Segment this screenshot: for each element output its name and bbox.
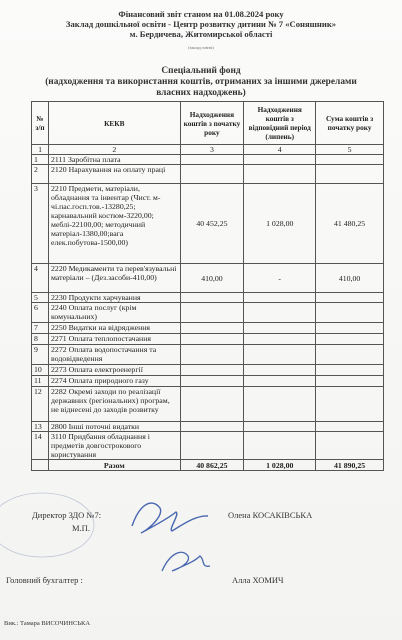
col-index: 3 bbox=[180, 145, 244, 155]
table-row bbox=[32, 264, 384, 293]
institution-note: (заклад освіти) bbox=[188, 45, 214, 50]
kekv-cell: 2800 Інші поточні видатки bbox=[49, 422, 181, 432]
period-amount bbox=[244, 334, 316, 345]
sum-amount bbox=[316, 422, 384, 432]
period-amount bbox=[244, 293, 316, 303]
period-amount: 1 028,00 bbox=[244, 184, 316, 264]
table-row bbox=[32, 365, 384, 376]
executor-line: Вик.: Тамара ВИСОЧИНСЬКА bbox=[4, 620, 91, 627]
col-index: 2 bbox=[49, 145, 181, 155]
row-number: 1 bbox=[32, 155, 49, 165]
table-row bbox=[32, 345, 384, 365]
row-number: 6 bbox=[32, 303, 49, 323]
sum-amount: 410,00 bbox=[316, 264, 384, 293]
sum-amount bbox=[316, 365, 384, 376]
kekv-cell: 2282 Окремі заходи по реалізації державних (регіональних) програм, не віднесені до заходів розвитку bbox=[49, 387, 181, 422]
row-number: 14 bbox=[32, 432, 49, 460]
row-number: 9 bbox=[32, 345, 49, 365]
table-row bbox=[32, 303, 384, 323]
start-amount bbox=[180, 365, 244, 376]
table-row bbox=[32, 184, 384, 264]
period-amount: - bbox=[244, 264, 316, 293]
fund-title: Спеціальний фонд bbox=[161, 66, 241, 76]
row-number: 5 bbox=[32, 293, 49, 303]
period-amount bbox=[244, 345, 316, 365]
sum-amount bbox=[316, 376, 384, 387]
row-number: 7 bbox=[32, 323, 49, 334]
accountant-label: Головний бухгалтер : bbox=[6, 575, 83, 585]
kekv-cell: 2120 Нарахування на оплату праці bbox=[49, 165, 181, 184]
start-amount bbox=[180, 432, 244, 460]
col-start-header: Надходження коштів з початку року bbox=[180, 102, 244, 145]
period-amount bbox=[244, 365, 316, 376]
start-amount bbox=[180, 293, 244, 303]
director-name: Олена КОСАКІВСЬКА bbox=[228, 510, 313, 520]
period-amount bbox=[244, 165, 316, 184]
col-num-header: № з/п bbox=[32, 102, 49, 145]
start-amount bbox=[180, 303, 244, 323]
total-start: 40 862,25 bbox=[180, 460, 244, 471]
table-row bbox=[32, 293, 384, 303]
sum-amount bbox=[316, 323, 384, 334]
start-amount bbox=[180, 323, 244, 334]
start-amount bbox=[180, 387, 244, 422]
row-number: 4 bbox=[32, 264, 49, 293]
col-sum-header: Сума коштів з початку року bbox=[316, 102, 384, 145]
stamp-mark: М.П. bbox=[72, 523, 90, 533]
row-number: 12 bbox=[32, 387, 49, 422]
fund-subtitle-1: (надходження та використання коштів, отриманих за іншими джерелами bbox=[45, 77, 357, 87]
period-amount bbox=[244, 387, 316, 422]
col-kekv-header: КЕКВ bbox=[49, 102, 181, 145]
start-amount: 410,00 bbox=[180, 264, 244, 293]
sum-amount bbox=[316, 303, 384, 323]
report-title: Фінансовий звіт станом на 01.08.2024 року bbox=[118, 9, 284, 19]
kekv-cell: 2111 Заробітна плата bbox=[49, 155, 181, 165]
start-amount: 40 452,25 bbox=[180, 184, 244, 264]
table-row bbox=[32, 334, 384, 345]
sum-amount bbox=[316, 293, 384, 303]
stamp-circle bbox=[0, 493, 94, 557]
start-amount bbox=[180, 376, 244, 387]
table-row bbox=[32, 323, 384, 334]
start-amount bbox=[180, 155, 244, 165]
row-number: 2 bbox=[32, 165, 49, 184]
kekv-cell: 2250 Видатки на відрядження bbox=[49, 323, 181, 334]
kekv-cell: 2240 Оплата послуг (крім комунальних) bbox=[49, 303, 181, 323]
table-row bbox=[32, 155, 384, 165]
col-index: 4 bbox=[244, 145, 316, 155]
director-signature bbox=[132, 503, 208, 533]
total-label: Разом bbox=[49, 460, 181, 471]
row-number: 8 bbox=[32, 334, 49, 345]
row-number: 11 bbox=[32, 376, 49, 387]
period-amount bbox=[244, 323, 316, 334]
signature-stamp-graphic bbox=[0, 478, 402, 578]
row-number: 3 bbox=[32, 184, 49, 264]
kekv-cell: 2274 Оплата природного газу bbox=[49, 376, 181, 387]
total-sum: 41 890,25 bbox=[316, 460, 384, 471]
table-row bbox=[32, 165, 384, 184]
period-amount bbox=[244, 376, 316, 387]
sum-amount bbox=[316, 345, 384, 365]
col-period-header: Надходження коштів з відповідний період (липень) bbox=[244, 102, 316, 145]
col-index: 5 bbox=[316, 145, 384, 155]
period-amount bbox=[244, 155, 316, 165]
start-amount bbox=[180, 334, 244, 345]
sum-amount: 41 480,25 bbox=[316, 184, 384, 264]
kekv-cell: 2271 Оплата теплопостачання bbox=[49, 334, 181, 345]
period-amount bbox=[244, 422, 316, 432]
director-label: Директор ЗДО №7: bbox=[32, 510, 102, 520]
sum-amount bbox=[316, 165, 384, 184]
row-number: 13 bbox=[32, 422, 49, 432]
kekv-cell: 2272 Оплата водопостачання та водовідведення bbox=[49, 345, 181, 365]
total-period: 1 028,00 bbox=[244, 460, 316, 471]
kekv-cell: 2210 Предмети, матеріали, обладнання та інвентар (Чист. м-чі.пас.госп.тов.-13280,25; карнавальний костюм-3220,00; меблі-22100,00; методичний матеріал-1380,00;вага елек.побутова-1500,00) bbox=[49, 184, 181, 264]
kekv-cell: 3110 Придбання обладнання і предметів довгострокового користування bbox=[49, 432, 181, 460]
col-index: 1 bbox=[32, 145, 49, 155]
table-row bbox=[32, 387, 384, 422]
funds-table bbox=[31, 101, 384, 471]
row-number: 10 bbox=[32, 365, 49, 376]
sum-amount bbox=[316, 432, 384, 460]
institution-name: Заклад дошкільної освіти - Центр розвитку дитини № 7 «Соняшник» bbox=[65, 19, 337, 29]
table-row bbox=[32, 422, 384, 432]
kekv-cell: 2273 Оплата електроенергії bbox=[49, 365, 181, 376]
start-amount bbox=[180, 345, 244, 365]
period-amount bbox=[244, 303, 316, 323]
table-row bbox=[32, 376, 384, 387]
accountant-signature bbox=[162, 552, 210, 571]
sum-amount bbox=[316, 334, 384, 345]
accountant-name: Алла ХОМИЧ bbox=[232, 575, 284, 585]
sum-amount bbox=[316, 387, 384, 422]
period-amount bbox=[244, 432, 316, 460]
kekv-cell: 2230 Продукти харчування bbox=[49, 293, 181, 303]
city-line: м. Бердичева, Житомирської області bbox=[129, 29, 273, 39]
kekv-cell: 2220 Медикаменти та перев'язувальні матеріали – (Дез.засоби-410,00) bbox=[49, 264, 181, 293]
table-row bbox=[32, 432, 384, 460]
start-amount bbox=[180, 422, 244, 432]
fund-subtitle-2: власних надходжень) bbox=[156, 88, 246, 98]
start-amount bbox=[180, 165, 244, 184]
sum-amount bbox=[316, 155, 384, 165]
